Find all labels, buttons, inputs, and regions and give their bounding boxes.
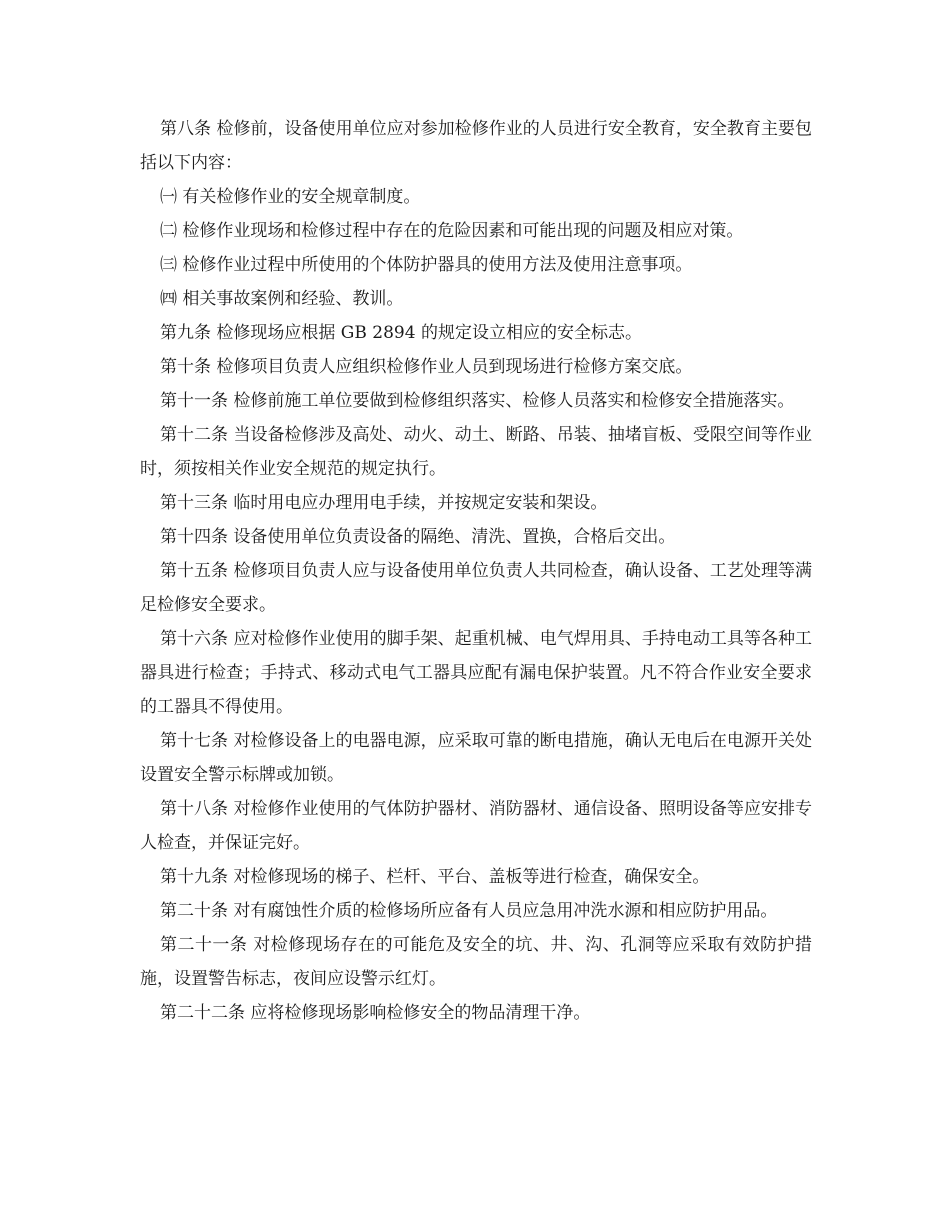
article-22-paragraph: 第二十二条 应将检修现场影响检修安全的物品清理干净。 bbox=[160, 1003, 591, 1023]
list-item-4: ㈣ 相关事故案例和经验、教训。 bbox=[160, 289, 404, 309]
article-12-paragraph: 第十二条 当设备检修涉及高处、动火、动土、断路、吊装、抽堵盲板、受限空间等作业时，须按相关作业安全规范的规定执行。 bbox=[140, 425, 812, 479]
article-10-paragraph: 第十条 检修项目负责人应组织检修作业人员到现场进行检修方案交底。 bbox=[160, 357, 693, 377]
article-11-paragraph: 第十一条 检修前施工单位要做到检修组织落实、检修人员落实和检修安全措施落实。 bbox=[160, 391, 795, 411]
article-8-paragraph: 第八条 检修前，设备使用单位应对参加检修作业的人员进行安全教育，安全教育主要包括以下内容： bbox=[140, 119, 812, 173]
list-item-3: ㈢ 检修作业过程中所使用的个体防护器具的使用方法及使用注意事项。 bbox=[160, 255, 693, 275]
article-17-paragraph: 第十七条 对检修设备上的电器电源，应采取可靠的断电措施，确认无电后在电源开关处设置安全警示标牌或加锁。 bbox=[140, 731, 812, 785]
article-16-paragraph: 第十六条 应对检修作业使用的脚手架、起重机械、电气焊用具、手持电动工具等各种工器具进行检查；手持式、移动式电气工器具应配有漏电保护装置。凡不符合作业安全要求的工器具不得使用。 bbox=[140, 629, 812, 717]
list-item-2: ㈡ 检修作业现场和检修过程中存在的危险因素和可能出现的问题及相应对策。 bbox=[160, 221, 744, 241]
article-9-paragraph: 第九条 检修现场应根据 GB 2894 的规定设立相应的安全标志。 bbox=[160, 323, 642, 343]
article-20-paragraph: 第二十条 对有腐蚀性介质的检修场所应备有人员应急用冲洗水源和相应防护用品。 bbox=[160, 901, 778, 921]
document-body bbox=[140, 112, 812, 1030]
article-13-paragraph: 第十三条 临时用电应办理用电手续，并按规定安装和架设。 bbox=[160, 493, 608, 513]
article-21-paragraph: 第二十一条 对检修现场存在的可能危及安全的坑、井、沟、孔洞等应采取有效防护措施，设置警告标志，夜间应设警示红灯。 bbox=[140, 935, 812, 989]
article-19-paragraph: 第十九条 对检修现场的梯子、栏杆、平台、盖板等进行检查，确保安全。 bbox=[160, 867, 710, 887]
article-14-paragraph: 第十四条 设备使用单位负责设备的隔绝、清洗、置换，合格后交出。 bbox=[160, 527, 676, 547]
article-15-paragraph: 第十五条 检修项目负责人应与设备使用单位负责人共同检查，确认设备、工艺处理等满足检修安全要求。 bbox=[140, 561, 812, 615]
article-18-paragraph: 第十八条 对检修作业使用的气体防护器材、消防器材、通信设备、照明设备等应安排专人检查，并保证完好。 bbox=[140, 799, 812, 853]
list-item-1: ㈠ 有关检修作业的安全规章制度。 bbox=[160, 187, 421, 207]
